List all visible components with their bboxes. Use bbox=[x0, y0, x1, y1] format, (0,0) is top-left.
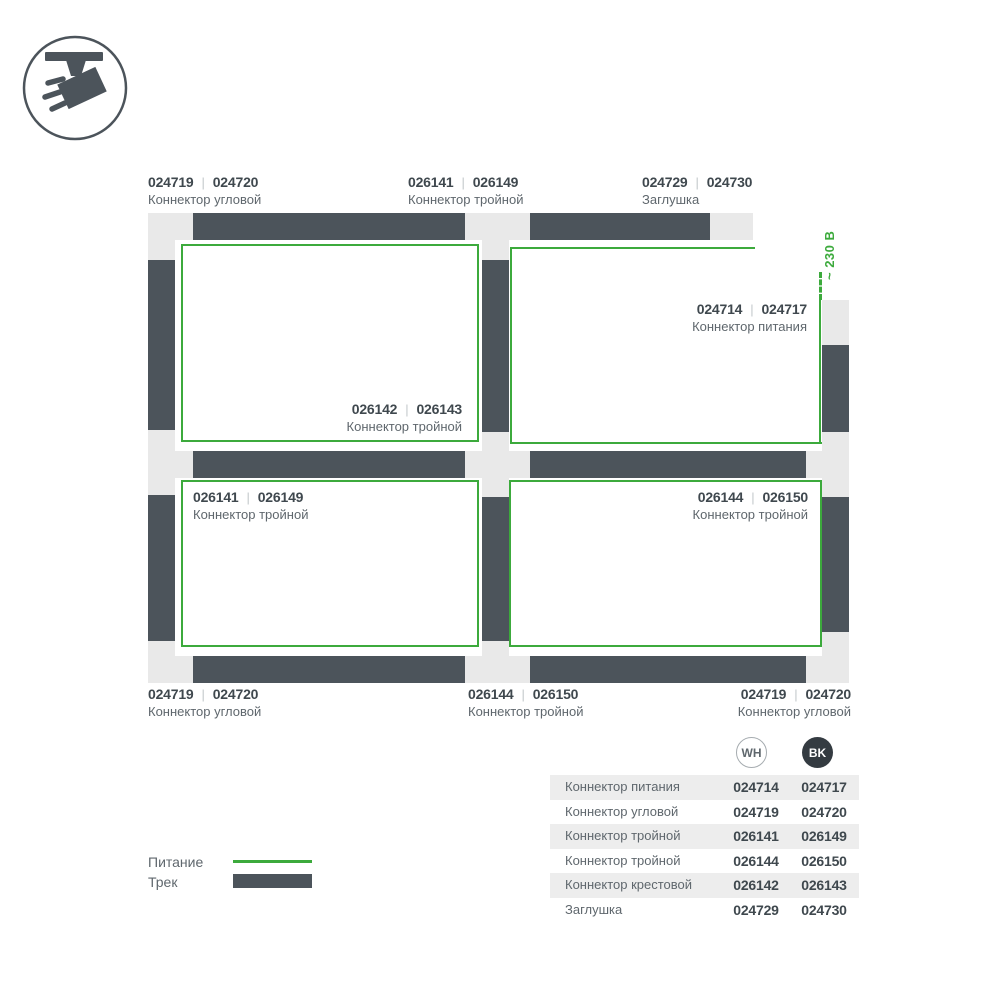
label-corner-connector-top-left bbox=[148, 174, 261, 208]
part-name: Коннектор угловой bbox=[737, 704, 851, 719]
table-header bbox=[550, 737, 859, 775]
legend-power-label: Питание bbox=[148, 854, 204, 870]
table-row bbox=[550, 898, 859, 923]
table-row bbox=[550, 800, 859, 825]
row-bk-code: 026143 bbox=[801, 877, 847, 893]
label-triple-connector-mid-left bbox=[193, 489, 308, 523]
track-segment bbox=[530, 213, 710, 240]
track-segment bbox=[530, 451, 806, 478]
part-codes: 026142 | 026143 bbox=[351, 401, 462, 417]
label-power-connector bbox=[692, 301, 807, 335]
part-name: Коннектор тройной bbox=[346, 419, 462, 434]
row-wh-code: 026142 bbox=[733, 877, 779, 893]
row-name: Коннектор крестовой bbox=[565, 877, 693, 892]
table-row bbox=[550, 873, 859, 898]
label-triple-connector-top bbox=[408, 174, 523, 208]
part-name: Коннектор угловой bbox=[148, 192, 262, 207]
part-codes: 026144 | 026150 bbox=[468, 686, 579, 702]
track-segment bbox=[822, 345, 849, 432]
label-triple-connector-bottom bbox=[468, 686, 583, 720]
part-codes: 026144 | 026150 bbox=[697, 489, 808, 505]
color-badge-black: BK bbox=[802, 737, 833, 768]
track-segment bbox=[193, 451, 465, 478]
legend-track-label: Трек bbox=[148, 874, 178, 890]
track-segment bbox=[482, 260, 509, 432]
table-row bbox=[550, 849, 859, 874]
part-name: Коннектор тройной bbox=[692, 507, 808, 522]
part-name: Заглушка bbox=[642, 192, 700, 207]
row-wh-code: 026144 bbox=[733, 852, 779, 869]
track-segment bbox=[193, 656, 465, 683]
row-name: Коннектор тройной bbox=[565, 852, 681, 868]
row-wh-code: 026141 bbox=[733, 828, 779, 844]
row-wh-code: 024719 bbox=[733, 803, 779, 820]
power-line-bottom bbox=[510, 442, 822, 444]
label-corner-connector-bottom-right bbox=[738, 686, 851, 720]
label-corner-connector-bottom-left bbox=[148, 686, 261, 720]
legend-track-swatch bbox=[233, 874, 312, 888]
row-name: Коннектор угловой bbox=[565, 803, 679, 819]
color-badge-white: WH bbox=[736, 737, 767, 768]
power-line-feed bbox=[819, 300, 821, 444]
connector-pad bbox=[814, 451, 849, 478]
part-name: Коннектор тройной bbox=[193, 507, 309, 522]
part-name: Коннектор тройной bbox=[408, 192, 524, 207]
row-wh-code: 024729 bbox=[733, 901, 779, 918]
label-cross-connector-center bbox=[347, 401, 462, 435]
part-codes: 026141 | 026149 bbox=[193, 489, 304, 505]
row-bk-code: 024720 bbox=[801, 803, 847, 820]
legend-power-swatch bbox=[233, 860, 312, 863]
voltage-label: ~ 230 В bbox=[822, 230, 837, 280]
track-segment bbox=[148, 260, 175, 430]
row-name: Заглушка bbox=[565, 901, 623, 917]
track-segment bbox=[482, 497, 509, 641]
table-row bbox=[550, 824, 859, 849]
part-codes: 024714 | 024717 bbox=[696, 301, 807, 317]
connector-pad bbox=[472, 451, 517, 478]
part-codes: 024719 | 024720 bbox=[148, 686, 259, 702]
label-end-cap bbox=[642, 174, 752, 208]
part-codes: 024719 | 024720 bbox=[740, 686, 851, 702]
part-codes: 026141 | 026149 bbox=[408, 174, 519, 190]
row-bk-code: 026149 bbox=[801, 828, 847, 844]
track-spotlight-icon bbox=[20, 33, 130, 143]
table-row bbox=[550, 775, 859, 800]
power-line-left bbox=[510, 247, 512, 444]
part-codes: 024729 | 024730 bbox=[642, 174, 753, 190]
part-name: Коннектор тройной bbox=[468, 704, 584, 719]
row-wh-code: 024714 bbox=[733, 779, 779, 795]
row-name: Коннектор тройной bbox=[565, 828, 681, 843]
power-line-top-right bbox=[510, 247, 755, 249]
row-name: Коннектор питания bbox=[565, 779, 680, 794]
label-triple-connector-mid-right bbox=[693, 489, 808, 523]
connector-pad bbox=[472, 656, 517, 683]
track-segment bbox=[193, 213, 465, 240]
part-name: Коннектор питания bbox=[692, 319, 807, 334]
part-number-table bbox=[550, 737, 859, 922]
part-name: Коннектор угловой bbox=[148, 704, 262, 719]
track-segment bbox=[148, 495, 175, 641]
track-segment bbox=[530, 656, 806, 683]
connector-pad bbox=[148, 451, 183, 478]
track-segment bbox=[822, 497, 849, 632]
row-bk-code: 024730 bbox=[801, 901, 847, 918]
connector-pad bbox=[472, 213, 517, 240]
row-bk-code: 026150 bbox=[801, 852, 847, 869]
row-bk-code: 024717 bbox=[801, 779, 847, 795]
part-codes: 024719 | 024720 bbox=[148, 174, 259, 190]
